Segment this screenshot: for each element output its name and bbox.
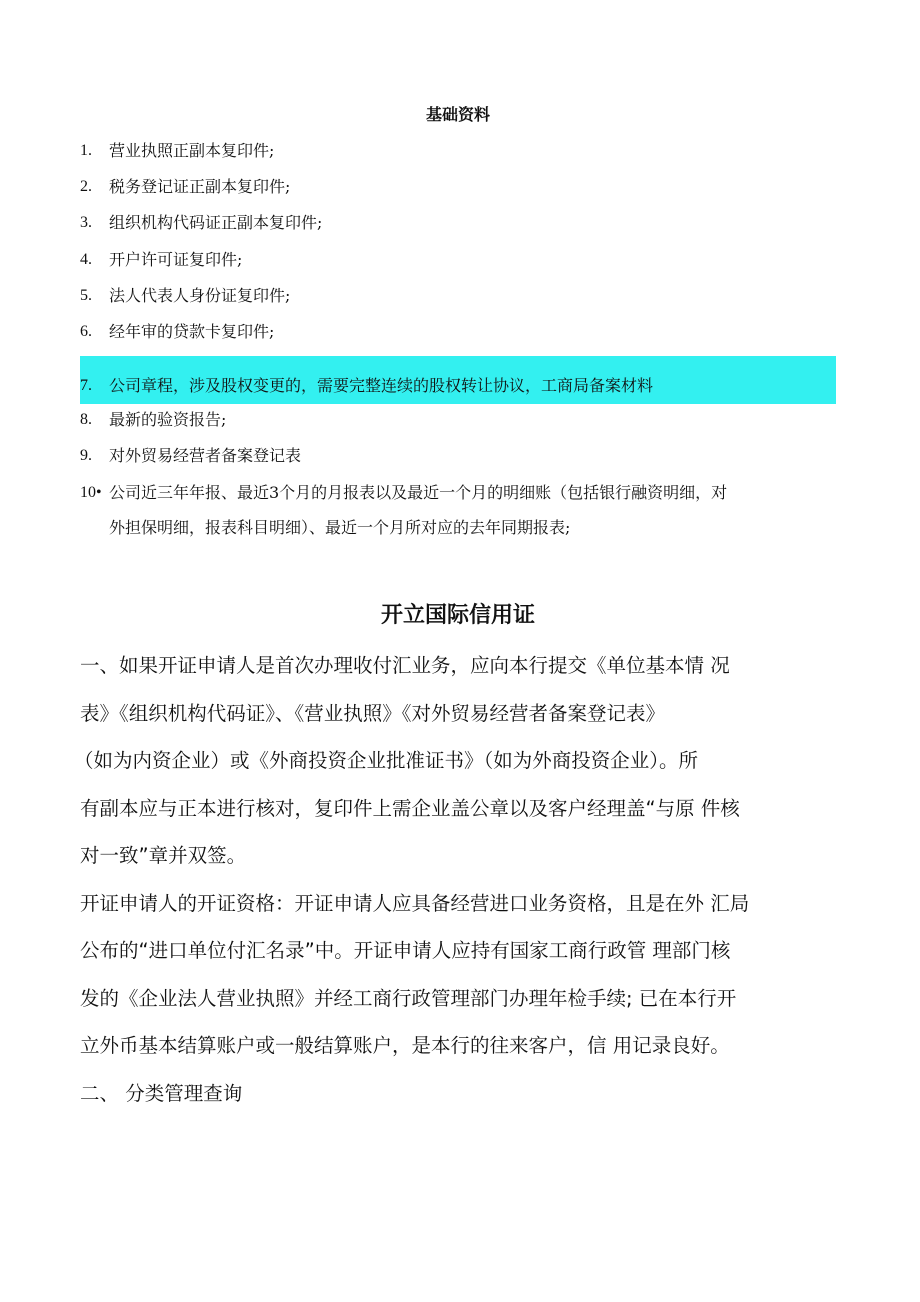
list-item-number: 10• xyxy=(80,483,102,501)
list-item-number: 6. xyxy=(80,322,92,340)
list-item-text: 法人代表人身份证复印件; xyxy=(109,285,291,305)
list-item xyxy=(80,440,840,476)
materials-list xyxy=(80,135,840,551)
list-item xyxy=(80,171,840,207)
list-item-number: 8. xyxy=(80,411,92,429)
letter-of-credit-body xyxy=(74,642,840,1117)
list-item-text: 组织机构代码证正副本复印件; xyxy=(109,213,323,233)
paragraph-line: 表》《组织机构代码证》、《营业执照》《对外贸易经营者备案登记表》 xyxy=(80,701,666,725)
paragraph-line: 发的《企业法人营业执照》并经工商行政管理部门办理年检手续; 已在本行开 xyxy=(80,986,737,1010)
list-item-text: 开户许可证复印件; xyxy=(109,249,243,269)
list-item-number: 9. xyxy=(80,447,92,465)
list-item-text-line1: 公司近三年年报、最近3个月的月报表以及最近一个月的明细账（包括银行融资明细，对 xyxy=(109,482,728,502)
list-item-text: 税务登记证正副本复印件; xyxy=(109,177,291,197)
list-item-highlighted xyxy=(80,356,836,404)
list-item-text: 对外贸易经营者备案登记表 xyxy=(109,446,302,466)
list-item xyxy=(80,207,840,243)
list-item-text: 经年审的贷款卡复印件; xyxy=(109,321,275,341)
list-item xyxy=(80,280,840,316)
list-item-text-line2: 外担保明细，报表科目明细）、最近一个月所对应的去年同期报表; xyxy=(109,517,571,537)
section-title-letter-of-credit: 开立国际信用证 xyxy=(380,603,535,628)
list-item-number: 2. xyxy=(80,178,92,196)
list-item-number: 1. xyxy=(80,142,92,159)
list-item xyxy=(80,404,840,440)
paragraph-line: 开证申请人的开证资格：开证申请人应具备经营进口业务资格，且是在外 汇局 xyxy=(80,891,750,915)
list-item-text: 营业执照正副本复印件; xyxy=(109,141,275,160)
section-title-basic-materials: 基础资料 xyxy=(425,105,490,124)
paragraph-line: 有副本应与正本进行核对，复印件上需企业盖公章以及客户经理盖“与原 件核 xyxy=(80,796,740,820)
list-item-number: 4. xyxy=(80,250,92,268)
paragraph-line: 一、如果开证申请人是首次办理收付汇业务，应向本行提交《单位基本情 况 xyxy=(80,654,730,677)
paragraph-line: 公布的“进口单位付汇名录”中。开证申请人应持有国家工商行政管 理部门核 xyxy=(80,939,731,962)
list-item-number: 7. xyxy=(80,377,92,395)
section-heading-classification-query: 二、 分类管理查询 xyxy=(80,1081,243,1105)
list-item xyxy=(80,244,840,280)
list-item-text: 最新的验资报告; xyxy=(109,410,227,430)
paragraph-line: 立外币基本结算账户或一般结算账户，是本行的往来客户，信 用记录良好。 xyxy=(80,1034,730,1057)
list-item-text: 公司章程，涉及股权变更的，需要完整连续的股权转让协议，工商局备案材料 xyxy=(109,376,654,396)
paragraph-line: （如为内资企业）或《外商投资企业批准证书》（如为外商投资企业）。所 xyxy=(74,749,699,772)
list-item xyxy=(80,135,840,171)
list-item-number: 5. xyxy=(80,286,92,304)
paragraph-line: 对一致”章并双签。 xyxy=(80,844,247,867)
list-item xyxy=(80,477,840,551)
list-item xyxy=(80,316,840,352)
list-item-number: 3. xyxy=(80,214,92,232)
